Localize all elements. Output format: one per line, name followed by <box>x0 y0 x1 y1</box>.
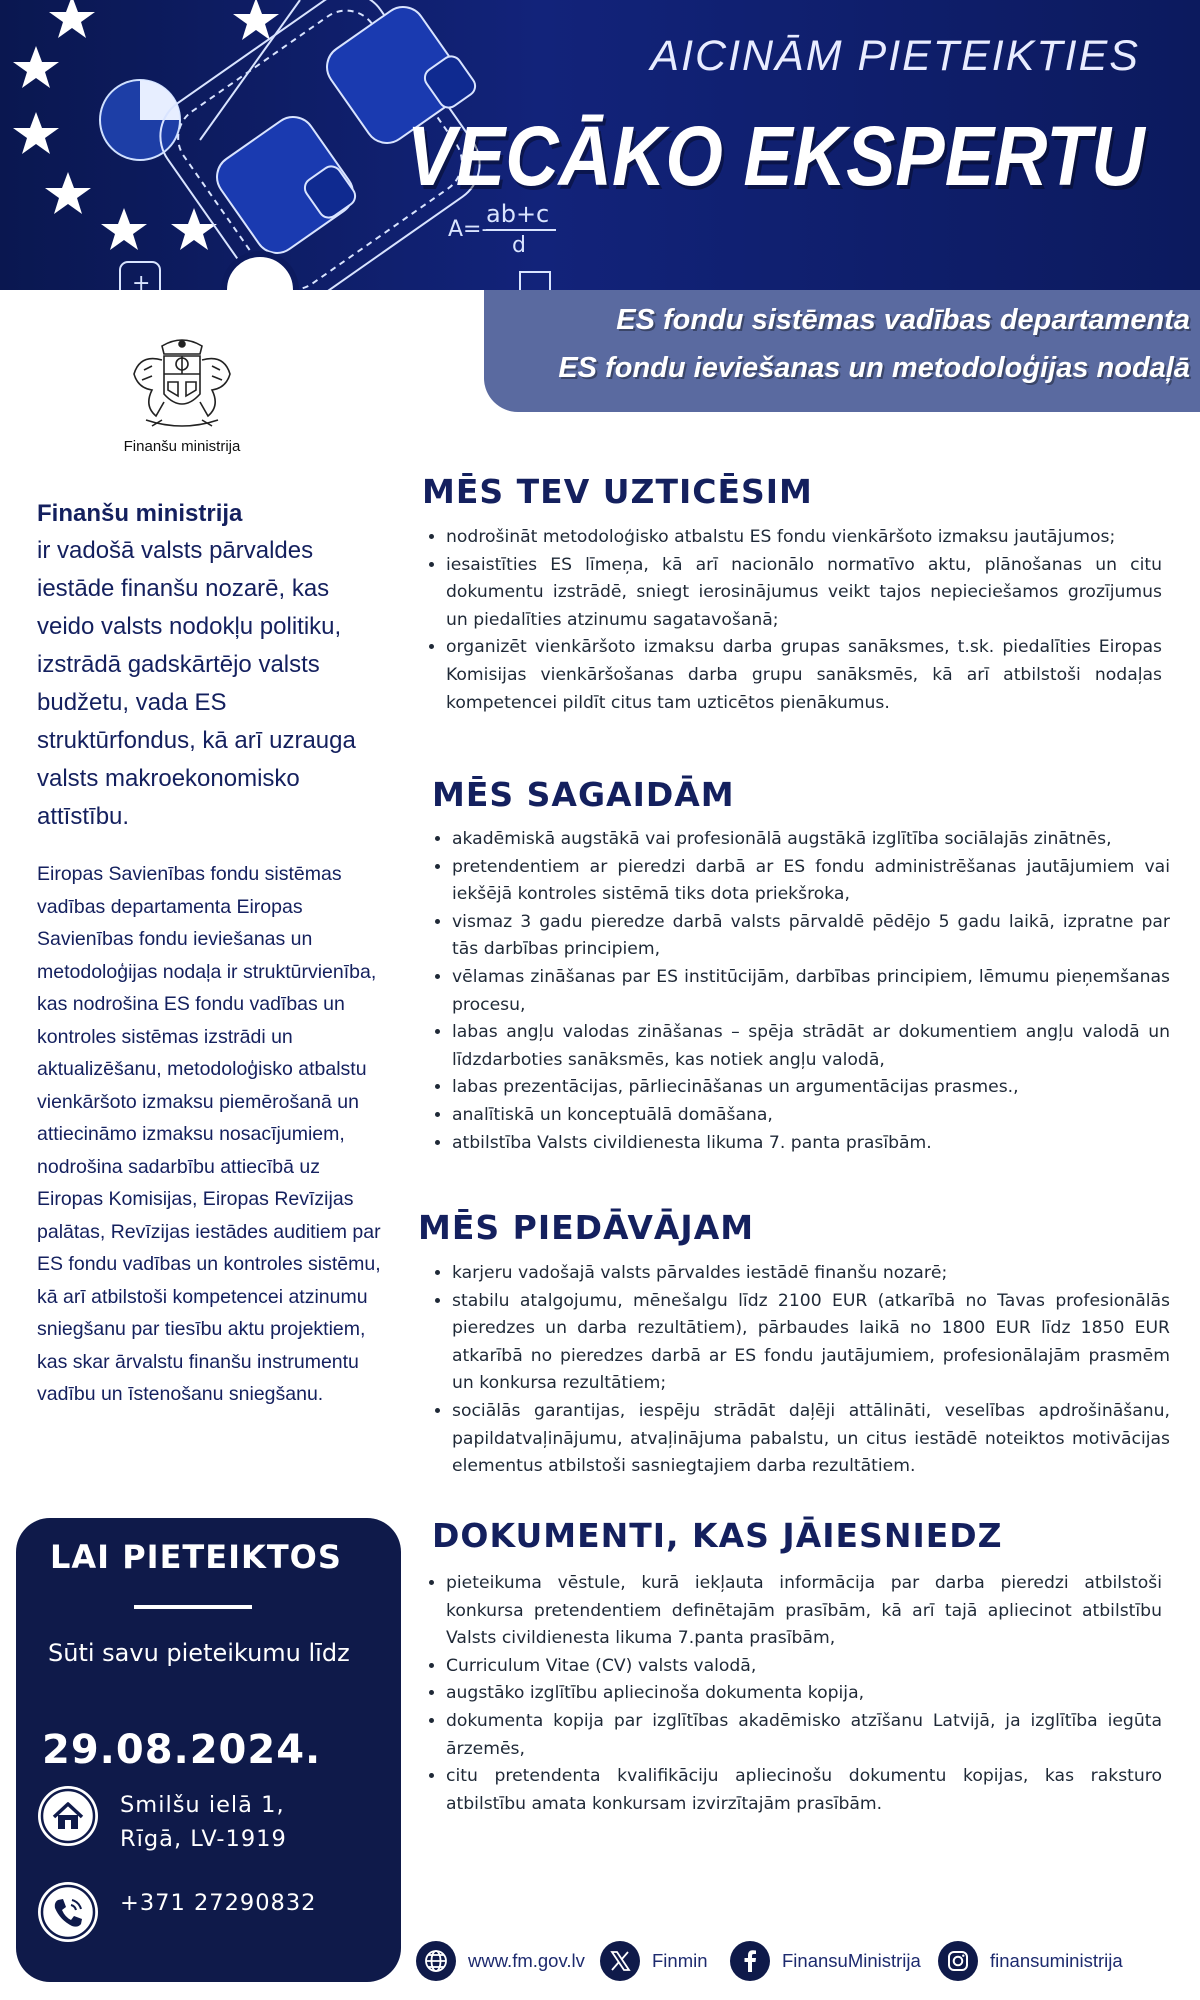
address-line-1: Smilšu ielā 1, <box>120 1792 285 1818</box>
home-icon <box>38 1786 98 1846</box>
list-item: • Curriculum Vitae (CV) valsts valodā, <box>446 1653 1162 1681</box>
list-item: • analītiskā un konceptuālā domāšana, <box>452 1102 1170 1130</box>
apply-divider <box>134 1605 252 1609</box>
ministry-logo <box>112 336 252 466</box>
instagram-label: finansuministrija <box>990 1950 1123 1971</box>
department-line-1: ES fondu sistēmas vadības departamenta <box>616 304 1190 336</box>
footer-facebook-link[interactable] <box>730 1941 921 1981</box>
phone-number[interactable]: +371 27290832 <box>120 1890 317 1916</box>
list-item: • karjeru vadošajā valsts pārvaldes iestādē finanšu nozarē; <box>452 1260 1170 1288</box>
trust-list <box>420 524 1162 717</box>
facebook-label: FinansuMinistrija <box>782 1950 921 1971</box>
banner-kicker: AICINĀM PIETEIKTIES <box>650 32 1140 80</box>
section-title-trust: MĒS TEV UZTICĒSIM <box>422 472 813 511</box>
list-item: • nodrošināt metodoloģisko atbalstu ES fondu vienkāršoto izmaksu jautājumos; <box>446 524 1162 552</box>
list-item: • pieteikuma vēstule, kurā iekļauta informācija par darba pieredzi atbilstoši konkursa pretendentiem definētajām prasībām, kā arī tajā apliecinot atbilstību Valsts civildienesta likuma 7.panta prasībām, <box>446 1570 1162 1653</box>
expect-list <box>426 826 1170 1157</box>
list-item: • pretendentiem ar pieredzi darbā ar ES fondu administrēšanas jautājumiem vai iekšējā kontroles sistēmā tiks dota priekšroka, <box>452 854 1170 909</box>
section-title-offer: MĒS PIEDĀVĀJAM <box>418 1208 755 1247</box>
ministry-name: Finanšu ministrija <box>37 500 243 527</box>
coat-of-arms-icon <box>122 336 242 436</box>
department-ribbon <box>484 290 1200 412</box>
address-line-2: Rīgā, LV-1919 <box>120 1826 287 1852</box>
list-item: • organizēt vienkāršoto izmaksu darba grupas sanāksmes, t.sk. piedalīties Eiropas Komisijas vienkāršošanas darba grupu sanāksmēs, kā arī atbilstoši nodaļas kompetencei pildīt citus tam uzticētos pienākumus. <box>446 634 1162 717</box>
list-item: • stabilu atalgojumu, mēnešalgu līdz 2100 EUR (atkarībā no Tavas profesionālās pieredzes un darba rezultātiem), pārbaudes laikā no 1800 EUR līdz 1850 EUR atkarībā no pieredzes darbā ar ES fondu jautājumiem, profesionālajām prasmēm un konkursa rezultātiem; <box>452 1288 1170 1398</box>
list-item: • augstāko izglītību apliecinoša dokumenta kopija, <box>446 1680 1162 1708</box>
website-label: www.fm.gov.lv <box>468 1950 585 1971</box>
list-item: • vismaz 3 gadu pieredze darbā valsts pārvaldē pēdējo 5 gadu laikā, izpratne par tās darbības principiem, <box>452 909 1170 964</box>
x-label: Finmin <box>652 1950 708 1971</box>
department-description: Eiropas Savienības fondu sistēmas vadības departamenta Eiropas Savienības fondu ieviešanas un metodoloģijas nodaļa ir struktūrvienība, kas nodrošina ES fondu vadības un kontroles sistēmas izstrādi un aktualizēšanu, metodoloģisko atbalstu vienkāršoto izmaksu piemērošanā un attiecināmo izmaksu nosacījumiem, nodrošina sadarbību attiecībā uz Eiropas Komisijas, Eiropas Revīzijas palātas, Revīzijas iestādes auditiem par ES fondu vadības un kontroles sistēmu, kā arī atbilstoši kompetencei atzinumu sniegšanu par tiesību aktu projektiem, kas skar ārvalstu finanšu instrumentu vadību un īstenošanu sniegšanu. <box>37 863 381 1405</box>
logo-caption: Finanšu ministrija <box>123 438 241 455</box>
list-item: • vēlamas zināšanas par ES institūcijām, darbības principiem, lēmumu pieņemšanas procesu, <box>452 964 1170 1019</box>
svg-text:A=-: A=- <box>448 217 490 242</box>
list-item: • dokumenta kopija par izglītības akadēmisko atzīšanu Latvijā, ja izglītība iegūta ārzemēs, <box>446 1708 1162 1763</box>
pie-chart-icon <box>100 80 180 160</box>
apply-instruction: Sūti savu pieteikumu līdz <box>48 1639 350 1667</box>
documents-list <box>420 1570 1162 1818</box>
apply-card <box>16 1518 401 1982</box>
svg-text:+: + <box>132 271 151 290</box>
section-title-documents: DOKUMENTI, KAS JĀIESNIEDZ <box>432 1516 1003 1555</box>
list-item: • sociālās garantijas, iespēju strādāt daļēji attālināti, veselības apdrošināšanu, papildatvaļinājumu, atvaļinājuma pabalstu, un citus iestādē noteiktos motivācijas elementus atbilstoši sasniegtajiem darba rezultātiem. <box>452 1398 1170 1481</box>
ministry-intro <box>37 500 387 836</box>
footer-x-link[interactable] <box>600 1941 708 1981</box>
apply-title: LAI PIETEIKTOS <box>50 1538 342 1576</box>
footer-website-link[interactable] <box>416 1941 585 1981</box>
ministry-description: ir vadošā valsts pārvaldes iestāde finanšu nozarē, kas veido valsts nodokļu politiku, izstrādā gadskārtējo valsts budžetu, vada ES struktūrfondus, kā arī uzrauga valsts makroekonomisko attīstību. <box>37 537 356 830</box>
list-item: • labas angļu valodas zināšanas – spēja strādāt ar dokumentiem angļu valodā un līdzdarboties sanāksmēs, kas notiek angļu valodā, <box>452 1019 1170 1074</box>
list-item: • akadēmiskā augstākā vai profesionālā augstākā izglītība sociālajās zinātnēs, <box>452 826 1170 854</box>
formula-icon <box>448 200 556 258</box>
job-title: VECĀKO EKSPERTU <box>407 109 1145 203</box>
facebook-icon <box>730 1941 770 1981</box>
phone-icon <box>38 1882 98 1942</box>
header-banner <box>0 0 1200 290</box>
svg-text:d: d <box>512 233 526 258</box>
office-address <box>120 1788 287 1856</box>
section-title-expect: MĒS SAGAIDĀM <box>432 775 735 814</box>
footer-instagram-link[interactable] <box>938 1941 1123 1981</box>
svg-text:ab+c: ab+c <box>486 200 550 228</box>
application-deadline: 29.08.2024. <box>42 1727 322 1773</box>
list-item: • citu pretendenta kvalifikāciju apliecinošu dokumentu kopijas, kas raksturo atbilstību amata konkursam izvirzītajām prasībām. <box>446 1763 1162 1818</box>
instagram-icon <box>938 1941 978 1981</box>
list-item: • atbilstība Valsts civildienesta likuma 7. panta prasībām. <box>452 1130 1170 1158</box>
department-line-2: ES fondu ieviešanas un metodoloģijas nodaļā <box>558 352 1190 384</box>
offer-list <box>426 1260 1170 1481</box>
list-item: • iesaistīties ES līmeņa, kā arī nacionālo normatīvo aktu, plānošanas un citu dokumentu izstrādē, sniegt ierosinājumus veikt tajos nepieciešamos grozījumus un piedalīties atzinumu sagatavošanā; <box>446 552 1162 635</box>
globe-icon <box>416 1941 456 1981</box>
list-item: • labas prezentācijas, pārliecināšanas un argumentācijas prasmes., <box>452 1074 1170 1102</box>
x-icon <box>600 1941 640 1981</box>
